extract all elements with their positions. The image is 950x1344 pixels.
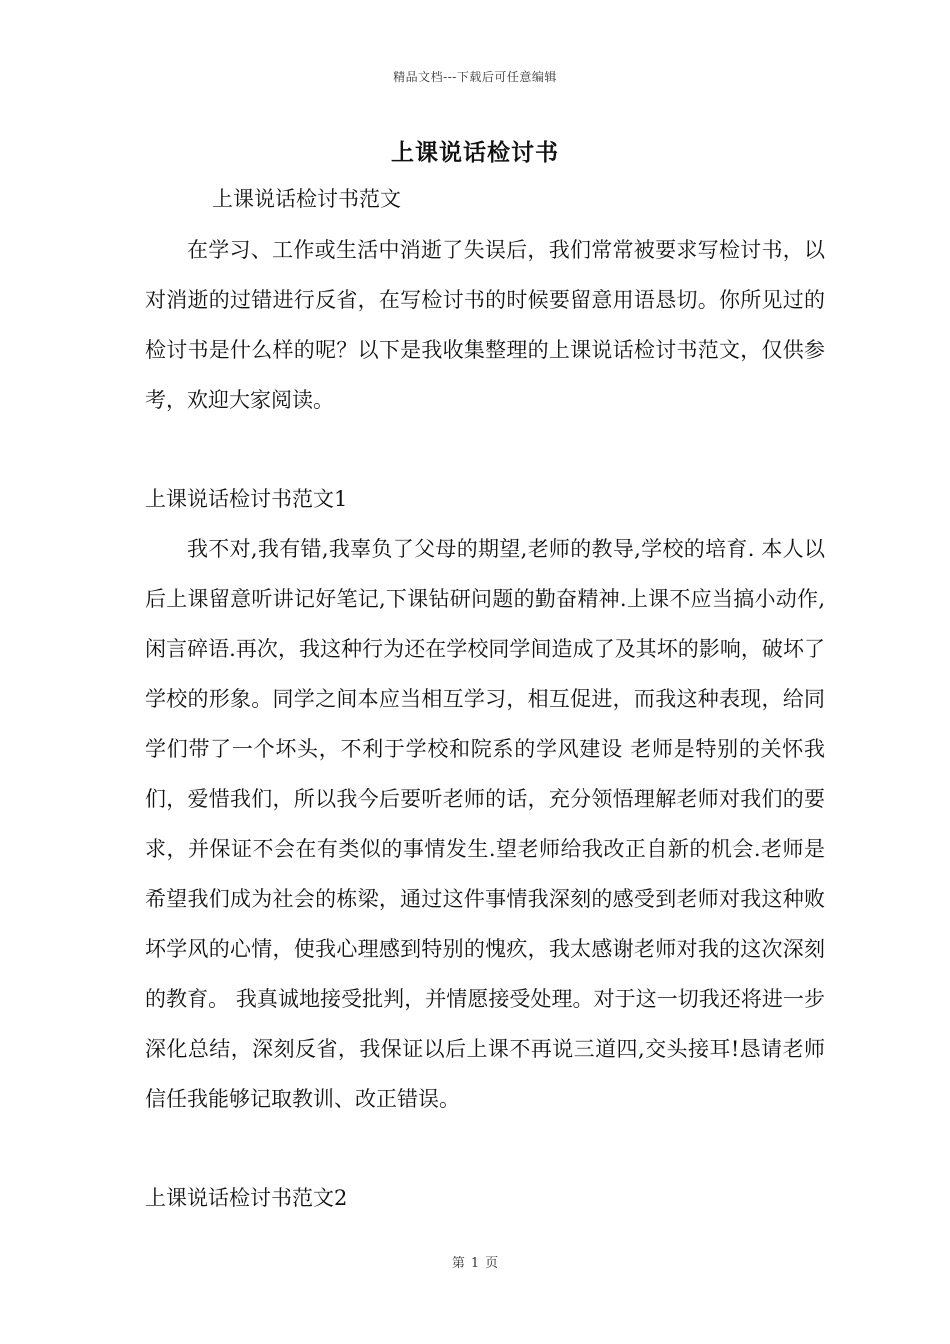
- section-heading: 上课说话检讨书范文1: [145, 487, 348, 511]
- page-number-prefix: 第: [451, 1256, 465, 1271]
- document-title: 上课说话检讨书: [391, 139, 559, 166]
- page-footer: [0, 1252, 950, 1271]
- document-subtitle: 上课说话检讨书范文: [212, 187, 401, 211]
- page-number: 1: [470, 1256, 480, 1271]
- page-header-note: 精品文档---下载后可任意编辑: [393, 70, 557, 84]
- section-heading: 上课说话检讨书范文2: [145, 1186, 348, 1210]
- intro-paragraph: 在学习、工作或生活中消逝了失误后，我们常常被要求写检讨书，以对消逝的过错进行反省，在写检讨书的时候要留意用语恳切。你所见过的检讨书是什么样的呢？以下是我收集整理的上课说话检讨书范文，仅供参考，欢迎大家阅读。: [145, 238, 825, 412]
- section-body: 我不对,我有错,我辜负了父母的期望,老师的教导,学校的培育. 本人以后上课留意听讲记好笔记,下课钻研问题的勤奋精神.上课不应当搞小动作,闲言碎语.再次，我这种行为还在学校同学间造成了及其坏的影响，破坏了学校的形象。同学之间本应当相互学习，相互促进，而我这种表现，给同学们带了一个坏头，不利于学校和院系的学风建设 老师是特别的关怀我们，爱惜我们，所以我今后要听老师的话，充分领悟理解老师对我们的要求，并保证不会在有类似的事情发生.望老师给我改正自新的机会.老师是希望我们成为社会的栋梁，通过这件事情我深刻的感受到老师对我这种败坏学风的心情，使我心理感到特别的愧疚，我太感谢老师对我的这次深刻的教育。 我真诚地接受批判，并情愿接受处理。对于这一切我还将进一步深化总结，深刻反省，我保证以后上课不再说三道四,交头接耳!恳请老师信任我能够记取教训、改正错误。: [145, 537, 825, 1111]
- page-number-suffix: 页: [485, 1256, 499, 1271]
